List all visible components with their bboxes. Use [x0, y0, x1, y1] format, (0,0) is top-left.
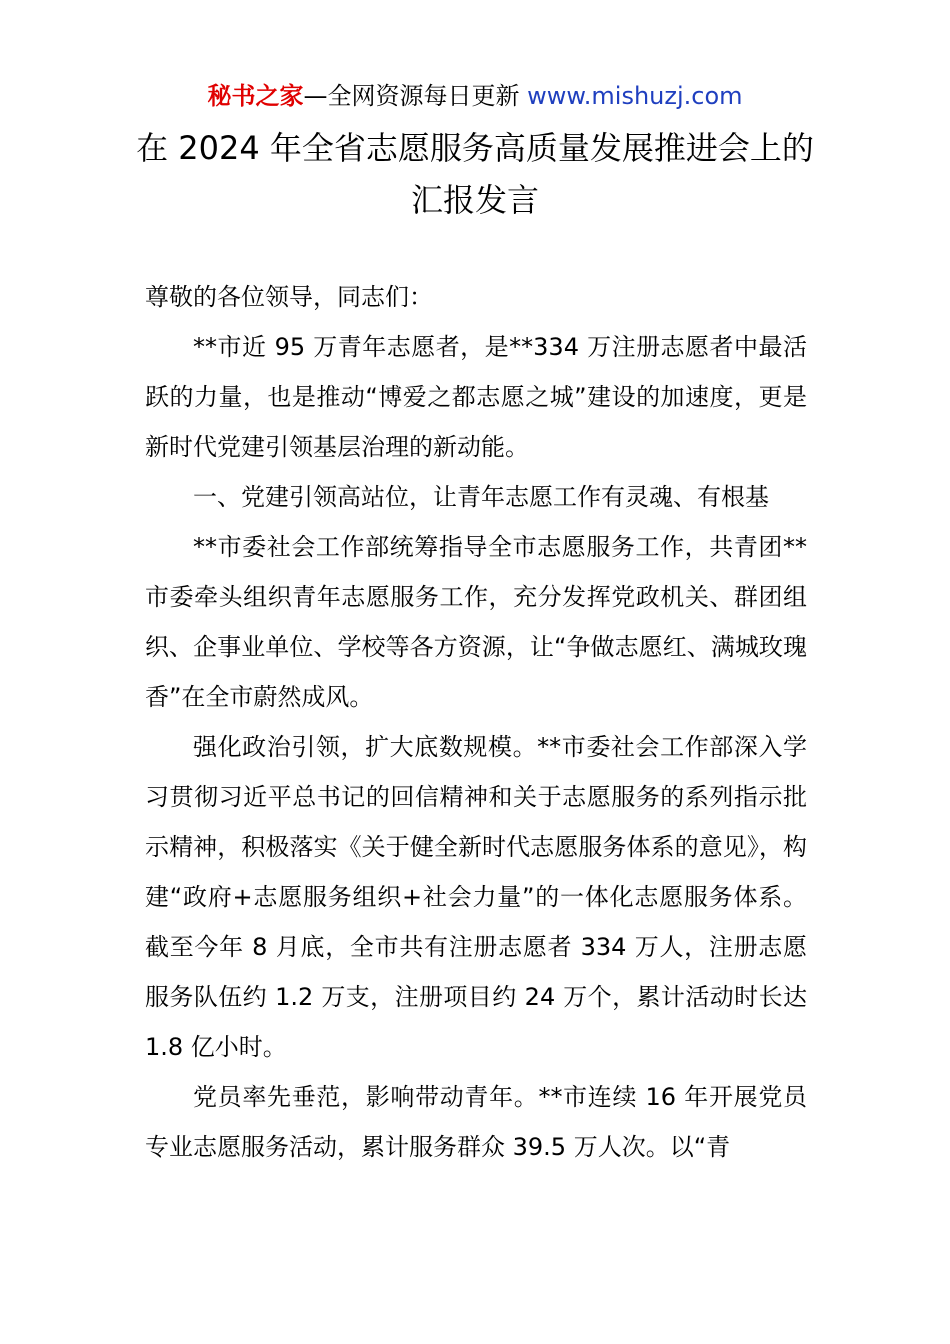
- paragraph-political-guidance: 强化政治引领，扩大底数规模。**市委社会工作部深入学习贯彻习近平总书记的回信精神和关于志愿服务的系列指示批示精神，积极落实《关于健全新时代志愿服务体系的意见》，构建“政府+志愿服务组织+社会力量”的一体化志愿服务体系。截至今年 8 月底，全市共有注册志愿者 334 万人，注册志愿服务队伍约 1.2 万支，注册项目约 24 万个，累计活动时长达 1.8 亿小时。: [145, 733, 807, 1061]
- document-title: [0, 122, 950, 226]
- document-body: [145, 272, 807, 1172]
- site-name: 秘书之家: [207, 82, 304, 110]
- salutation: 尊敬的各位领导，同志们：: [145, 283, 433, 311]
- paragraph-overview: **市委社会工作部统筹指导全市志愿服务工作，共青团**市委牵头组织青年志愿服务工作，充分发挥党政机关、群团组织、企事业单位、学校等各方资源，让“争做志愿红、满城玫瑰香”在全市蔚然成风。: [145, 533, 807, 711]
- section-heading-1: 一、党建引领高站位，让青年志愿工作有灵魂、有根基: [193, 483, 769, 511]
- document-title-line-1: 在 2024 年全省志愿服务高质量发展推进会上的: [136, 129, 814, 167]
- paragraph-party-members: 党员率先垂范，影响带动青年。**市连续 16 年开展党员专业志愿服务活动，累计服务群众 39.5 万人次。以“青: [145, 1083, 807, 1161]
- site-url-link[interactable]: www.mishuzj.com: [527, 82, 743, 110]
- site-tagline: —全网资源每日更新: [303, 82, 528, 110]
- paragraph-intro: **市近 95 万青年志愿者，是**334 万注册志愿者中最活跃的力量，也是推动“博爱之都志愿之城”建设的加速度，更是新时代党建引领基层治理的新动能。: [145, 333, 807, 461]
- document-title-line-2: 汇报发言: [410, 181, 539, 219]
- site-header: [0, 80, 950, 112]
